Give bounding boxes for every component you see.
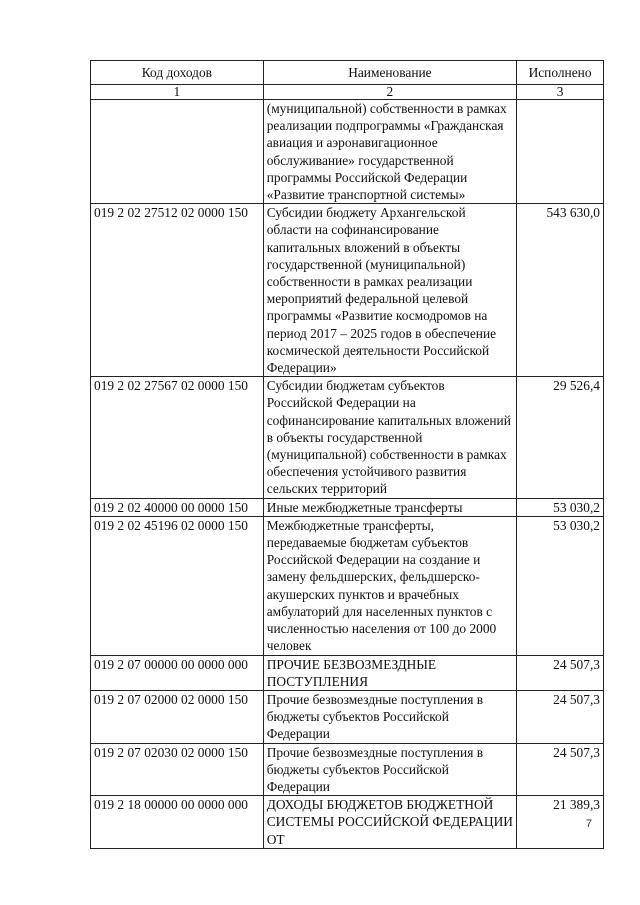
column-number-3: 3 [517, 85, 604, 100]
row-name: Иные межбюджетные трансферты [263, 498, 516, 516]
table-row [91, 655, 604, 690]
table-row [91, 498, 604, 516]
row-name: Прочие безвозмездные поступления в бюджеты субъектов Российской Федерации [263, 743, 516, 796]
row-name: Субсидии бюджетам субъектов Российской Федерации на софинансирование капитальных вложений в объекты государственной (муниципальной) собственности в рамках обеспечения устойчивого развития сельских территорий [263, 377, 516, 498]
header-code: Код доходов [91, 61, 264, 85]
table-row [91, 204, 604, 377]
row-amount: 29 526,4 [517, 377, 604, 498]
table-row [91, 100, 604, 204]
row-amount: 543 630,0 [517, 204, 604, 377]
row-code: 019 2 07 02000 02 0000 150 [91, 690, 264, 743]
row-name: ПРОЧИЕ БЕЗВОЗМЕЗДНЫЕ ПОСТУПЛЕНИЯ [263, 655, 516, 690]
row-amount: 24 507,3 [517, 655, 604, 690]
table-row [91, 377, 604, 498]
row-code [91, 100, 264, 204]
table-row [91, 743, 604, 796]
row-amount: 24 507,3 [517, 743, 604, 796]
row-amount: 21 389,3 [517, 796, 604, 849]
row-code: 019 2 02 27567 02 0000 150 [91, 377, 264, 498]
table-header-row [91, 61, 604, 85]
page-number: 7 [585, 818, 592, 830]
table-row [91, 690, 604, 743]
row-code: 019 2 02 27512 02 0000 150 [91, 204, 264, 377]
row-amount [517, 100, 604, 204]
column-number-2: 2 [263, 85, 516, 100]
row-name: ДОХОДЫ БЮДЖЕТОВ БЮДЖЕТНОЙ СИСТЕМЫ РОССИЙСКОЙ ФЕДЕРАЦИИ ОТ [263, 796, 516, 849]
row-name: (муниципальной) собственности в рамках реализации подпрограммы «Гражданская авиация и аэронавигационное обслуживание» государственной программы Российской Федерации «Развитие транспортной системы» [263, 100, 516, 204]
row-amount: 24 507,3 [517, 690, 604, 743]
row-code: 019 2 07 02030 02 0000 150 [91, 743, 264, 796]
row-code: 019 2 07 00000 00 0000 000 [91, 655, 264, 690]
header-amount: Исполнено [517, 61, 604, 85]
row-code: 019 2 02 40000 00 0000 150 [91, 498, 264, 516]
column-number-1: 1 [91, 85, 264, 100]
header-name: Наименование [263, 61, 516, 85]
row-code: 019 2 02 45196 02 0000 150 [91, 516, 264, 655]
row-amount: 53 030,2 [517, 516, 604, 655]
table-row [91, 796, 604, 849]
table-row [91, 516, 604, 655]
revenue-table [90, 60, 604, 849]
row-name: Субсидии бюджету Архангельской области на софинансирование капитальных вложений в объекты государственной (муниципальной) собственности в рамках реализации мероприятий федеральной целевой программы «Развитие космодромов на период 2017 – 2025 годов в обеспечение космической деятельности Российской Федерации» [263, 204, 516, 377]
column-number-row [91, 85, 604, 100]
row-amount: 53 030,2 [517, 498, 604, 516]
row-name: Прочие безвозмездные поступления в бюджеты субъектов Российской Федерации [263, 690, 516, 743]
row-code: 019 2 18 00000 00 0000 000 [91, 796, 264, 849]
row-name: Межбюджетные трансферты, передаваемые бюджетам субъектов Российской Федерации на создание и замену фельдшерских, фельдшерско-акушерских пунктов и врачебных амбулаторий для населенных пунктов с численностью населения от 100 до 2000 человек [263, 516, 516, 655]
